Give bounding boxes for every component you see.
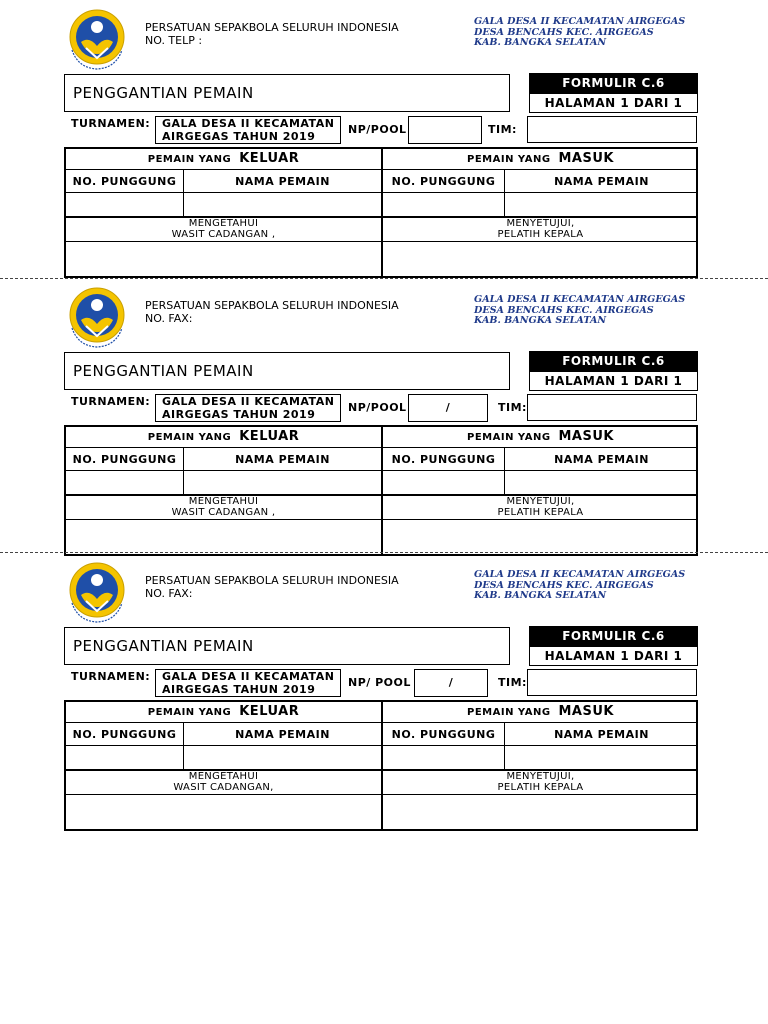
substitution-table	[64, 147, 698, 278]
keluar-label: KELUAR	[239, 429, 300, 444]
sign-line: PELATIH KEPALA	[497, 507, 584, 518]
sign-referee-label	[66, 771, 381, 793]
turnamen-line: GALA DESA II KECAMATAN	[162, 670, 335, 683]
nama-pemain-out-cell[interactable]	[184, 471, 381, 494]
org-name: PERSATUAN SEPAKBOLA SELURUH INDONESIA	[145, 574, 399, 587]
col-nama-pemain-out: NAMA PEMAIN	[235, 175, 330, 188]
turnamen-line: GALA DESA II KECAMATAN	[162, 395, 335, 408]
masuk-prefix: PEMAIN YANG	[467, 432, 551, 443]
org-header	[145, 299, 399, 325]
event-line: DESA BENCAHS KEC. AIRGEGAS	[474, 304, 654, 316]
event-info	[474, 570, 685, 602]
nama-pemain-in-cell[interactable]	[505, 193, 698, 216]
form-title: PENGGANTIAN PEMAIN	[64, 627, 510, 665]
event-line: DESA BENCAHS KEC. AIRGEGAS	[474, 579, 654, 591]
contact-line: NO. FAX:	[145, 587, 193, 600]
turnamen-field[interactable]	[155, 116, 341, 144]
sign-line: MENYETUJUI,	[506, 771, 575, 782]
substitution-form	[0, 284, 768, 562]
event-line: KAB. BANGKA SELATAN	[474, 37, 607, 48]
col-no-punggung-out: NO. PUNGGUNG	[72, 453, 177, 466]
org-header	[145, 21, 399, 47]
form-title: PENGGANTIAN PEMAIN	[64, 352, 510, 390]
tim-field[interactable]	[527, 116, 697, 143]
col-no-punggung-in: NO. PUNGGUNG	[391, 453, 496, 466]
masuk-label: MASUK	[558, 704, 614, 719]
np-pool-field[interactable]	[408, 116, 482, 144]
event-line: GALA DESA II KECAMATAN AIRGEGAS	[474, 569, 686, 580]
substitution-form	[0, 559, 768, 837]
sign-line: WASIT CADANGAN ,	[171, 507, 276, 518]
event-line: KAB. BANGKA SELATAN	[474, 315, 607, 326]
turnamen-label: TURNAMEN:	[71, 670, 151, 683]
nama-pemain-in-cell[interactable]	[505, 471, 698, 494]
event-line: GALA DESA II KECAMATAN AIRGEGAS	[474, 16, 686, 27]
keluar-label: KELUAR	[239, 151, 300, 166]
org-name: PERSATUAN SEPAKBOLA SELURUH INDONESIA	[145, 299, 399, 312]
sign-line: MENGETAHUI	[188, 496, 259, 507]
contact-line: NO. FAX:	[145, 312, 193, 325]
keluar-prefix: PEMAIN YANG	[147, 707, 232, 718]
substitution-form	[0, 6, 768, 284]
col-nama-pemain-out: NAMA PEMAIN	[235, 453, 330, 466]
no-punggung-out-cell[interactable]	[66, 471, 183, 494]
col-nama-pemain-in: NAMA PEMAIN	[554, 175, 649, 188]
turnamen-label: TURNAMEN:	[71, 395, 151, 408]
pssi-logo-icon	[64, 6, 130, 72]
turnamen-label: TURNAMEN:	[71, 117, 151, 130]
sign-referee-label	[66, 218, 381, 240]
no-punggung-in-cell[interactable]	[383, 471, 504, 494]
col-no-punggung-in: NO. PUNGGUNG	[391, 175, 496, 188]
col-no-punggung-out: NO. PUNGGUNG	[72, 728, 177, 741]
masuk-prefix: PEMAIN YANG	[467, 154, 551, 165]
event-line: DESA BENCAHS KEC. AIRGEGAS	[474, 26, 654, 38]
event-info	[474, 17, 685, 49]
substitution-table	[64, 700, 698, 831]
turnamen-line: AIRGEGAS TAHUN 2019	[162, 682, 316, 696]
tim-label: TIM:	[498, 676, 527, 689]
section-keluar-header	[66, 427, 381, 447]
page-indicator: HALAMAN 1 DARI 1	[529, 646, 698, 666]
tim-field[interactable]	[527, 669, 697, 696]
sign-line: WASIT CADANGAN,	[173, 782, 274, 793]
col-nama-pemain-in: NAMA PEMAIN	[554, 453, 649, 466]
form-code: FORMULIR C.6	[529, 626, 698, 646]
section-keluar-header	[66, 149, 381, 169]
np-pool-label: NP/POOL	[348, 123, 407, 136]
sign-line: MENGETAHUI	[188, 218, 259, 229]
org-header	[145, 574, 399, 600]
no-punggung-out-cell[interactable]	[66, 193, 183, 216]
masuk-prefix: PEMAIN YANG	[467, 707, 551, 718]
form-title: PENGGANTIAN PEMAIN	[64, 74, 510, 112]
col-no-punggung-out: NO. PUNGGUNG	[72, 175, 177, 188]
no-punggung-in-cell[interactable]	[383, 193, 504, 216]
sign-coach-label	[383, 496, 698, 518]
turnamen-line: GALA DESA II KECAMATAN	[162, 117, 335, 130]
cut-line	[0, 552, 768, 553]
pssi-logo-icon	[64, 559, 130, 625]
coach-signature-area[interactable]	[383, 795, 698, 829]
form-code: FORMULIR C.6	[529, 73, 698, 93]
turnamen-field[interactable]	[155, 669, 341, 697]
section-masuk-header	[383, 149, 698, 169]
turnamen-field[interactable]	[155, 394, 341, 422]
sign-line: PELATIH KEPALA	[497, 229, 584, 240]
no-punggung-in-cell[interactable]	[383, 746, 504, 769]
org-name: PERSATUAN SEPAKBOLA SELURUH INDONESIA	[145, 21, 399, 34]
sign-line: MENGETAHUI	[188, 771, 259, 782]
tim-label: TIM:	[498, 401, 527, 414]
keluar-prefix: PEMAIN YANG	[147, 432, 232, 443]
tim-label: TIM:	[488, 123, 517, 136]
sign-line: WASIT CADANGAN ,	[171, 229, 276, 240]
col-no-punggung-in: NO. PUNGGUNG	[391, 728, 496, 741]
substitution-table	[64, 425, 698, 556]
keluar-label: KELUAR	[239, 704, 300, 719]
sign-referee-label	[66, 496, 381, 518]
event-line: GALA DESA II KECAMATAN AIRGEGAS	[474, 294, 686, 305]
np-pool-label: NP/POOL	[348, 401, 407, 414]
no-punggung-out-cell[interactable]	[66, 746, 183, 769]
coach-signature-area[interactable]	[383, 242, 698, 276]
np-pool-label: NP/ POOL	[348, 676, 411, 689]
tim-field[interactable]	[527, 394, 697, 421]
referee-signature-area[interactable]	[66, 795, 381, 829]
page-indicator: HALAMAN 1 DARI 1	[529, 93, 698, 113]
nama-pemain-out-cell[interactable]	[184, 746, 381, 769]
masuk-label: MASUK	[558, 151, 614, 166]
keluar-prefix: PEMAIN YANG	[147, 154, 232, 165]
sign-line: MENYETUJUI,	[506, 218, 575, 229]
sign-coach-label	[383, 218, 698, 240]
turnamen-line: AIRGEGAS TAHUN 2019	[162, 129, 316, 143]
turnamen-line: AIRGEGAS TAHUN 2019	[162, 407, 316, 421]
referee-signature-area[interactable]	[66, 242, 381, 276]
page-indicator: HALAMAN 1 DARI 1	[529, 371, 698, 391]
sign-coach-label	[383, 771, 698, 793]
coach-signature-area[interactable]	[383, 520, 698, 554]
contact-line: NO. TELP :	[145, 34, 203, 47]
event-info	[474, 295, 685, 327]
section-masuk-header	[383, 427, 698, 447]
referee-signature-area[interactable]	[66, 520, 381, 554]
sign-line: PELATIH KEPALA	[497, 782, 584, 793]
nama-pemain-in-cell[interactable]	[505, 746, 698, 769]
cut-line	[0, 278, 768, 279]
np-pool-field[interactable]: /	[408, 394, 488, 422]
masuk-label: MASUK	[558, 429, 614, 444]
section-masuk-header	[383, 702, 698, 722]
section-keluar-header	[66, 702, 381, 722]
np-pool-field[interactable]: /	[414, 669, 488, 697]
sign-line: MENYETUJUI,	[506, 496, 575, 507]
pssi-logo-icon	[64, 284, 130, 350]
nama-pemain-out-cell[interactable]	[184, 193, 381, 216]
form-code: FORMULIR C.6	[529, 351, 698, 371]
col-nama-pemain-in: NAMA PEMAIN	[554, 728, 649, 741]
col-nama-pemain-out: NAMA PEMAIN	[235, 728, 330, 741]
event-line: KAB. BANGKA SELATAN	[474, 590, 607, 601]
